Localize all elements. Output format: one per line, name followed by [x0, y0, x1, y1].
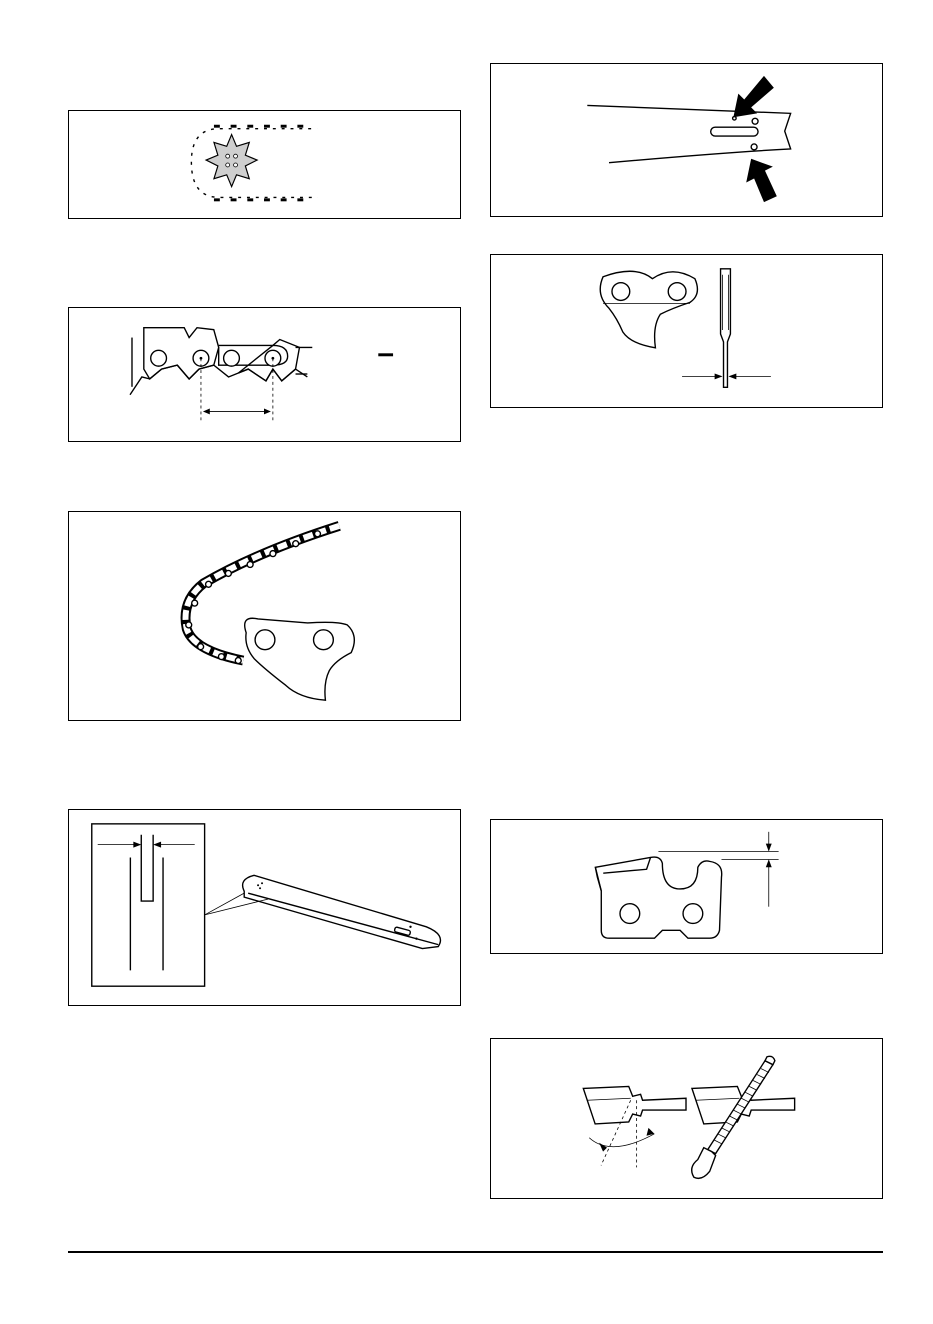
cutter-top-view-left — [583, 1086, 686, 1167]
drive-link-side — [600, 271, 697, 348]
bar-groove-width-drawing — [69, 810, 460, 1005]
figure-drive-link-gauge — [490, 254, 883, 408]
depth-gauge-setting-drawing — [491, 820, 882, 953]
arrow-upper — [733, 76, 773, 117]
footer-rule — [68, 1251, 883, 1253]
chain-loop — [191, 125, 317, 202]
figure-cutter-filing-angle — [490, 1038, 883, 1199]
figure-chain-pitch — [68, 307, 461, 442]
chain-segment — [130, 328, 312, 395]
arrow-lower — [746, 159, 777, 202]
chain-drive-link-drawing — [69, 512, 460, 720]
groove-detail — [92, 824, 205, 986]
cutter-tooth — [595, 857, 721, 938]
figure-bar-oil-holes — [490, 63, 883, 217]
pitch-dimension — [200, 357, 275, 422]
drive-link-gauge-drawing — [491, 255, 882, 407]
drive-link — [245, 618, 355, 700]
cutter-filing-angle-drawing — [491, 1039, 882, 1198]
chain-pitch-drawing — [69, 308, 460, 441]
figure-bar-groove-width — [68, 809, 461, 1006]
bar-oil-holes-drawing — [491, 64, 882, 216]
guide-bar-end — [587, 105, 790, 162]
figure-chain-drive-link — [68, 511, 461, 721]
divisor-bar — [378, 353, 393, 356]
guide-bar — [205, 875, 441, 948]
drive-sprocket — [206, 135, 257, 187]
figure-depth-gauge-setting — [490, 819, 883, 954]
figure-drive-sprocket-chain — [68, 110, 461, 219]
drive-sprocket-chain-drawing — [69, 111, 460, 218]
